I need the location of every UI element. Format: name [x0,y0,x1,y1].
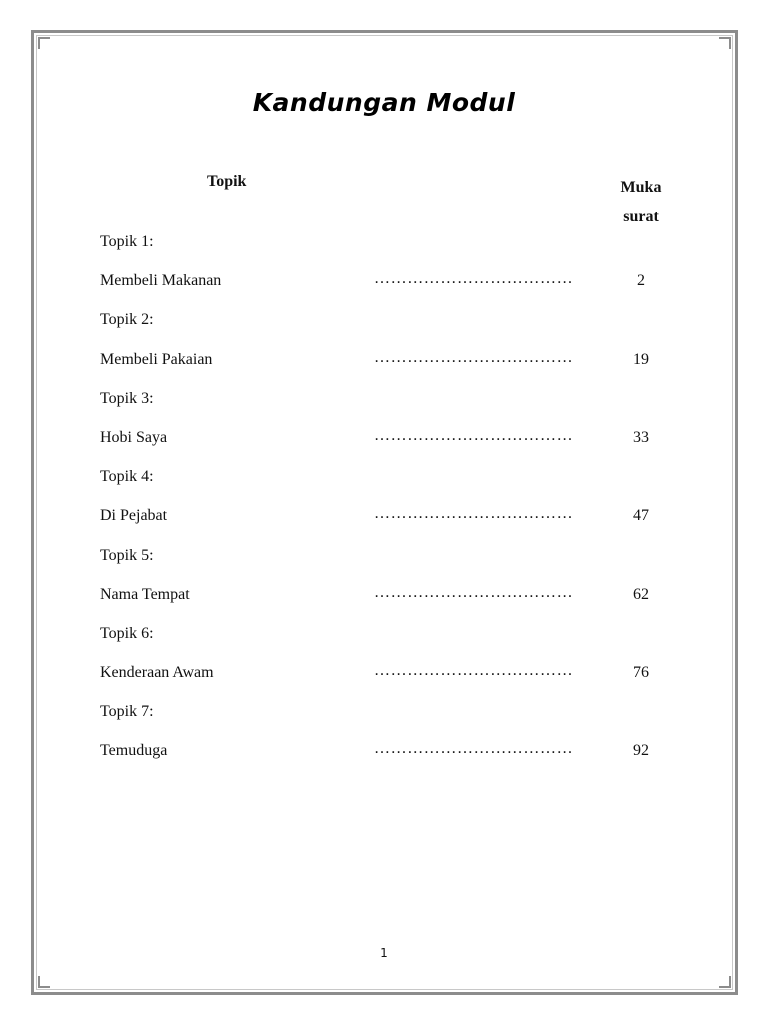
topic-title: Hobi Saya [100,428,168,446]
page-column-header-line2: surat [623,208,659,225]
table-of-contents [100,232,680,781]
topic-title: Nama Tempat [100,585,190,603]
page-number: 92 [633,742,649,760]
page-number: 62 [633,585,649,603]
border-corner-ornament [38,37,50,49]
toc-entry [100,350,680,389]
dot-leader: ……………………………… [374,505,574,523]
page-column-header-line1: Muka [620,179,662,196]
footer-page-number: 1 [380,946,388,960]
topic-number-label: Topik 6: [100,624,154,642]
dot-leader: ……………………………… [374,348,574,366]
topic-number-label: Topik 2: [100,311,154,329]
topic-title: Membeli Makanan [100,272,222,290]
page-number: 33 [633,428,649,446]
topic-title: Membeli Pakaian [100,350,213,368]
topic-column-header: Topik [207,173,247,190]
toc-entry [100,663,680,702]
dot-leader: ……………………………… [374,740,574,758]
topic-title: Temuduga [100,742,168,760]
dot-leader: ……………………………… [374,583,574,601]
topic-title: Di Pejabat [100,507,168,525]
toc-entry [100,506,680,545]
toc-entry [100,741,680,780]
topic-title: Kenderaan Awam [100,664,214,682]
topic-number-label: Topik 7: [100,703,154,721]
border-corner-ornament [38,976,50,988]
toc-entry [100,585,680,624]
toc-entry [100,428,680,467]
page-number: 76 [633,664,649,682]
toc-entry [100,271,680,310]
dot-leader: ……………………………… [374,662,574,680]
topic-number-label: Topik 4: [100,468,154,486]
page-column-header [608,173,674,231]
border-corner-ornament [719,37,731,49]
page-number: 47 [633,507,649,525]
topic-number-label: Topik 5: [100,546,154,564]
page-number: 19 [633,350,649,368]
page-title: Kandungan Modul [252,88,516,117]
dot-leader: ……………………………… [374,426,574,444]
topic-number-label: Topik 1: [100,233,154,250]
border-corner-ornament [719,976,731,988]
topic-number-label: Topik 3: [100,389,154,407]
dot-leader: ……………………………… [374,270,574,288]
page-number: 2 [637,272,645,290]
